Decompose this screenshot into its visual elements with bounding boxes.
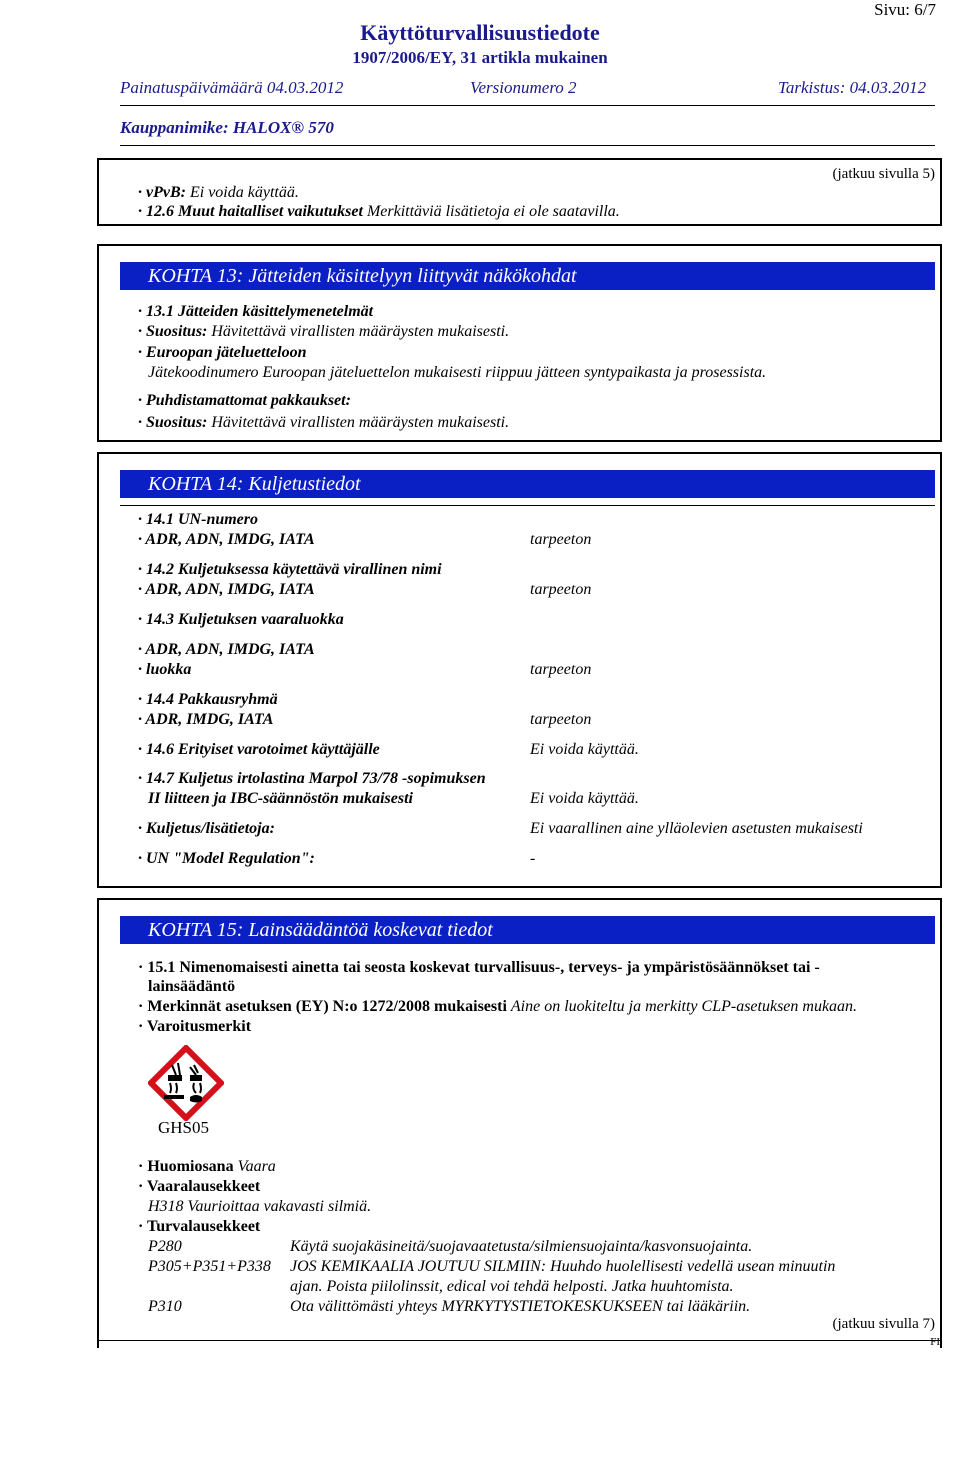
- document-subtitle: 1907/2006/EY, 31 artikla mukainen: [352, 48, 608, 67]
- print-date: Painatuspäivämäärä 04.03.2012: [120, 78, 344, 97]
- other-effects-line: · 12.6 Muut haitalliset vaikutukset Merkittäviä lisätietoja ei ole saatavilla.: [138, 203, 620, 220]
- transport-value: tarpeeton: [530, 581, 592, 598]
- section-14-rule: [120, 505, 935, 506]
- signal-word: · Huomiosana Vaara: [138, 1158, 276, 1175]
- waste-code-text: Jätekoodinumero Euroopan jäteluettelon mukaisesti riippuu jätteen syntypaikasta ja prosessista.: [148, 364, 767, 381]
- document-title: Käyttöturvallisuustiedote: [360, 20, 600, 45]
- transport-label: · 14.6 Erityiset varotoimet käyttäjälle: [138, 741, 380, 758]
- footer-rule: [97, 1340, 942, 1341]
- header-rule-2: [120, 145, 935, 146]
- section-14-heading: KOHTA 14: Kuljetustiedot: [120, 470, 935, 498]
- transport-value: tarpeeton: [530, 711, 592, 728]
- p305-text-1: JOS KEMIKAALIA JOUTUU SILMIIN: Huuhdo huolellisesti vedellä usean minuutin: [290, 1258, 836, 1275]
- transport-value: Ei vaarallinen aine ylläolevien asetusten mukaisesti: [530, 820, 863, 837]
- transport-label: · UN "Model Regulation":: [138, 850, 315, 867]
- waste-recommendation: · Suositus: Hävitettävä virallisten määräysten mukaisesti.: [138, 323, 510, 340]
- vpvb-line: · vPvB: Ei voida käyttää.: [138, 184, 299, 201]
- transport-label: · luokka: [138, 661, 192, 678]
- waste-methods: · 13.1 Jätteiden käsittelymenetelmät: [138, 303, 374, 320]
- transport-value: Ei voida käyttää.: [530, 741, 639, 758]
- header-rule: [120, 105, 935, 106]
- continued-from: (jatkuu sivulla 5): [832, 166, 935, 182]
- precautionary-statements-label: · Turvalausekkeet: [138, 1218, 261, 1235]
- p310-text: Ota välittömästi yhteys MYRKYTYSTIETOKESKUKSEEN tai lääkäriin.: [290, 1298, 751, 1315]
- p305-text-2: ajan. Poista piilolinssit, edical voi tehdä helposti. Jatka huuhtomista.: [290, 1278, 734, 1295]
- revision-date: Tarkistus: 04.03.2012: [778, 78, 927, 97]
- p310-code: P310: [148, 1298, 182, 1315]
- p280-text: Käytä suojakäsineitä/suojavaatetusta/silmiensuojainta/kasvonsuojainta.: [290, 1238, 753, 1255]
- european-waste-list: · Euroopan jäteluetteloon: [138, 344, 307, 361]
- transport-label: · ADR, IMDG, IATA: [138, 711, 274, 728]
- transport-label: · ADR, ADN, IMDG, IATA: [138, 581, 315, 598]
- transport-label: · 14.4 Pakkausryhmä: [138, 691, 278, 708]
- country-code: FI: [930, 1336, 940, 1348]
- version-number: Versionumero 2: [470, 78, 577, 97]
- transport-value: tarpeeton: [530, 661, 592, 678]
- transport-label: · ADR, ADN, IMDG, IATA: [138, 531, 315, 548]
- transport-label: · 14.1 UN-numero: [138, 511, 259, 528]
- trade-name: Kauppanimike: HALOX® 570: [120, 118, 334, 137]
- section-15-heading: KOHTA 15: Lainsäädäntöä koskevat tiedot: [120, 916, 935, 944]
- transport-label: II liitteen ja IBC-säännöstön mukaisesti: [148, 790, 413, 807]
- hazard-statement-h318: H318 Vaurioittaa vakavasti silmiä.: [148, 1198, 372, 1215]
- transport-label: · Kuljetus/lisätietoja:: [138, 820, 275, 837]
- transport-label: · 14.3 Kuljetuksen vaaraluokka: [138, 611, 344, 628]
- ghs05-corrosion-icon: [148, 1045, 224, 1121]
- warning-symbols-label: · Varoitusmerkit: [138, 1018, 252, 1035]
- continued-to: (jatkuu sivulla 7): [832, 1316, 935, 1332]
- regulations-line-1: · 15.1 Nimenomaisesti ainetta tai seosta koskevat turvallisuus-, terveys- ja ympäristösäännökset tai -: [138, 959, 820, 976]
- hazard-statements-label: · Vaaralausekkeet: [138, 1178, 261, 1195]
- clp-labelling: · Merkinnät asetuksen (EY) N:o 1272/2008 mukaisesti Aine on luokiteltu ja merkitty CLP-asetuksen mukaan.: [138, 998, 858, 1015]
- section-13-heading: KOHTA 13: Jätteiden käsittelyyn liittyvät näkökohdat: [120, 262, 935, 290]
- uncleaned-packaging: · Puhdistamattomat pakkaukset:: [138, 392, 351, 409]
- transport-label: · ADR, ADN, IMDG, IATA: [138, 641, 315, 658]
- transport-label: · 14.2 Kuljetuksessa käytettävä virallinen nimi: [138, 561, 442, 578]
- p280-code: P280: [148, 1238, 182, 1255]
- page-number: Sivu: 6/7: [874, 0, 936, 19]
- p305-code: P305+P351+P338: [148, 1258, 271, 1275]
- transport-value: -: [530, 850, 536, 867]
- regulations-line-2: lainsäädäntö: [148, 978, 236, 995]
- ghs-code: GHS05: [158, 1118, 210, 1137]
- packaging-recommendation: · Suositus: Hävitettävä virallisten määräysten mukaisesti.: [138, 414, 510, 431]
- transport-label: · 14.7 Kuljetus irtolastina Marpol 73/78 -sopimuksen: [138, 770, 486, 787]
- transport-value: tarpeeton: [530, 531, 592, 548]
- transport-value: Ei voida käyttää.: [530, 790, 639, 807]
